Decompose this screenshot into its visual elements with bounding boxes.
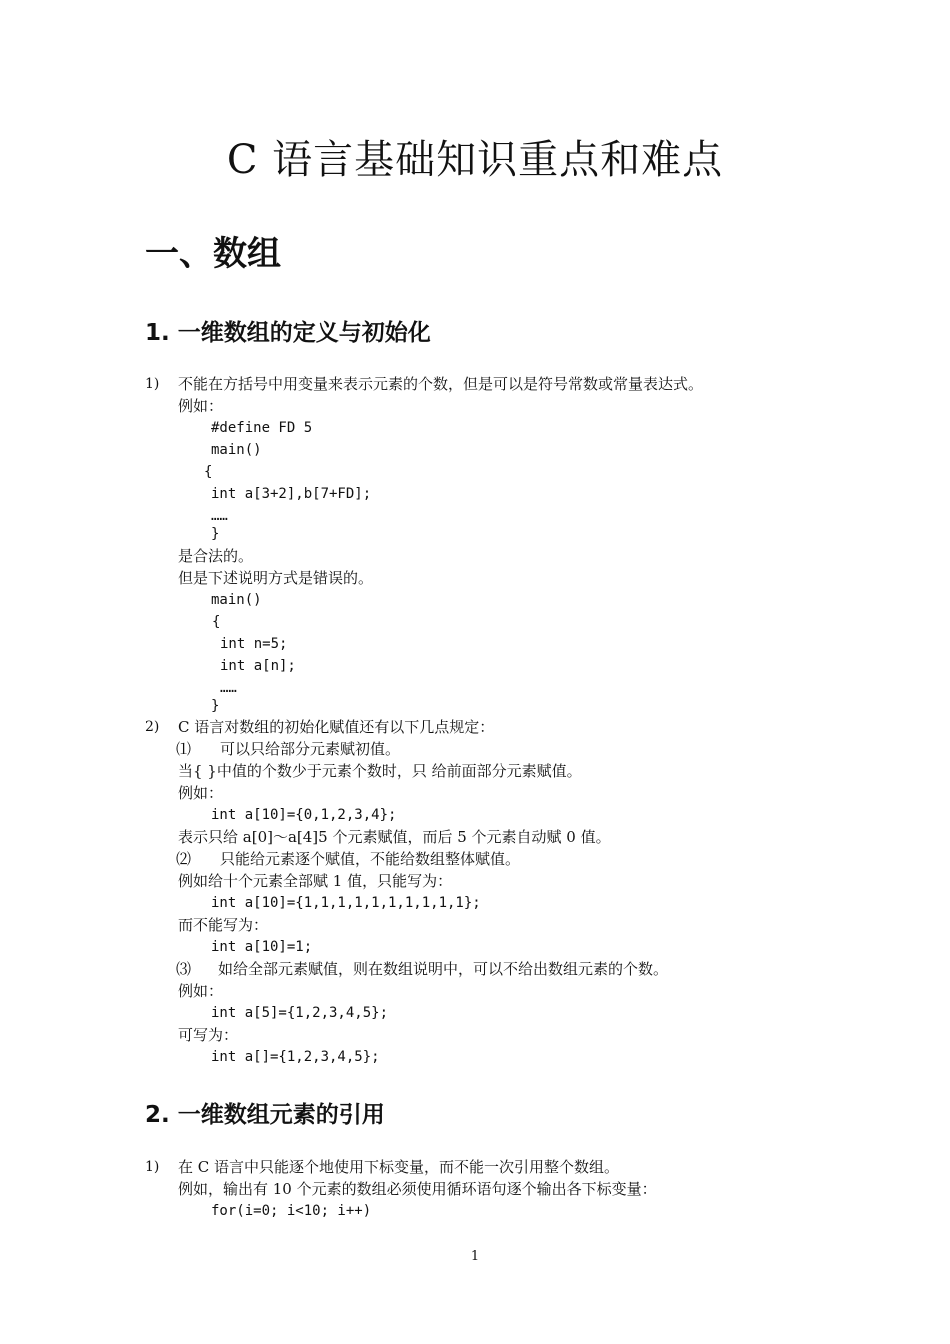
item-number: 2) (145, 719, 160, 735)
paragraph: 可写为： (178, 1026, 239, 1044)
paragraph: 例如给十个元素全部赋 1 值，只能写为： (178, 872, 453, 890)
item-number: 1) (145, 1159, 160, 1175)
code-line: { (204, 464, 213, 480)
code-line: …… (220, 680, 237, 696)
code-line: int a[10]=1; (211, 939, 313, 955)
code-line: …… (211, 508, 228, 524)
paragraph: 而不能写为： (178, 916, 269, 934)
code-line: #define FD 5 (211, 420, 313, 436)
paragraph: 在 C 语言中只能逐个地使用下标变量，而不能一次引用整个数组。 (178, 1158, 620, 1176)
code-line: } (211, 698, 220, 714)
paragraph: 例如： (178, 982, 224, 1000)
section-heading-1: 1. 一维数组的定义与初始化 (145, 320, 431, 346)
code-line: int a[3+2],b[7+FD]; (211, 486, 372, 502)
paragraph: 例如： (178, 397, 224, 415)
code-line: int a[n]; (220, 658, 296, 674)
rule-number: ⑴ (176, 740, 192, 758)
code-line: { (212, 614, 221, 630)
code-line: int a[]={1,2,3,4,5}; (211, 1049, 380, 1065)
page-number: 1 (470, 1249, 480, 1264)
code-line: for(i=0; i<10; i++) (211, 1203, 372, 1219)
code-line: int a[10]={1,1,1,1,1,1,1,1,1,1}; (211, 895, 481, 911)
paragraph: 是合法的。 (178, 547, 254, 565)
rule-number: ⑶ (176, 960, 192, 978)
code-line: } (211, 526, 220, 542)
paragraph: 不能在方括号中用变量来表示元素的个数，但是可以是符号常数或常量表达式。 (178, 375, 704, 393)
code-line: int n=5; (220, 636, 288, 652)
code-line: int a[5]={1,2,3,4,5}; (211, 1005, 389, 1021)
item-number: 1) (145, 376, 160, 392)
code-line: main() (211, 442, 262, 458)
paragraph: 如给全部元素赋值，则在数组说明中，可以不给出数组元素的个数。 (218, 960, 669, 978)
paragraph: 但是下述说明方式是错误的。 (178, 569, 374, 587)
paragraph: 只能给元素逐个赋值，不能给数组整体赋值。 (220, 850, 521, 868)
rule-number: ⑵ (176, 850, 192, 868)
page-title: C 语言基础知识重点和难点 (226, 137, 724, 183)
paragraph: 例如，输出有 10 个元素的数组必须使用循环语句逐个输出各下标变量： (178, 1180, 657, 1198)
paragraph: 可以只给部分元素赋初值。 (220, 740, 401, 758)
paragraph: 表示只给 a[0]～a[4]5 个元素赋值，而后 5 个元素自动赋 0 值。 (178, 828, 611, 846)
code-line: main() (211, 592, 262, 608)
paragraph: C 语言对数组的初始化赋值还有以下几点规定： (178, 718, 495, 736)
paragraph: 当{ }中值的个数少于元素个数时，只 给前面部分元素赋值。 (178, 762, 582, 780)
code-line: int a[10]={0,1,2,3,4}; (211, 807, 397, 823)
chapter-heading: 一、数组 (145, 234, 281, 274)
paragraph: 例如： (178, 784, 224, 802)
section-heading-2: 2. 一维数组元素的引用 (145, 1102, 385, 1128)
